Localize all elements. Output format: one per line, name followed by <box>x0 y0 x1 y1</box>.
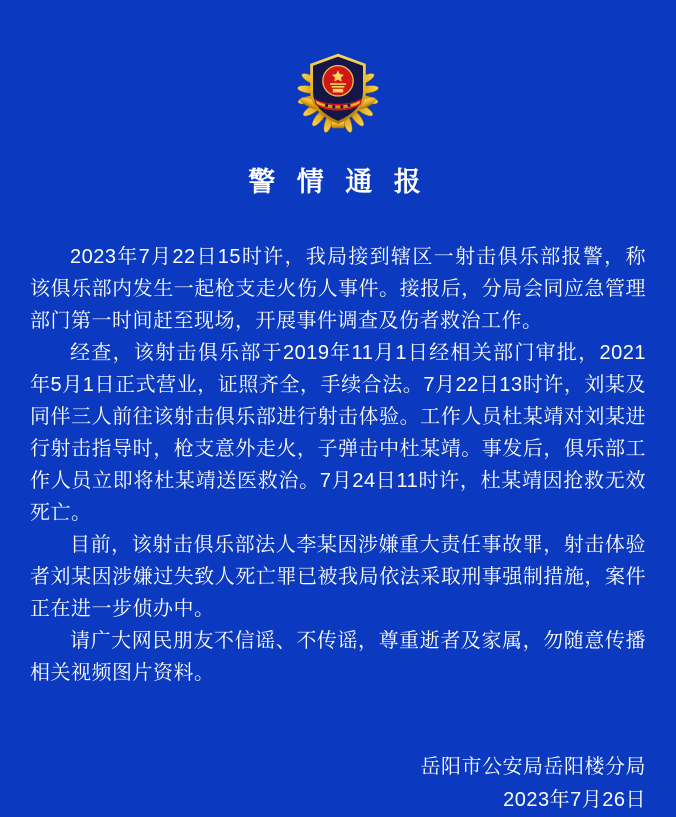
notice-paragraph-3: 目前，该射击俱乐部法人李某因涉嫌重大责任事故罪，射击体验者刘某因涉嫌过失致人死亡罪已被我局依法采取刑事强制措施，案件正在进一步侦办中。 <box>30 534 646 620</box>
signature-date: 2023年7月26日 <box>503 789 646 811</box>
notice-paragraph-2: 经查，该射击俱乐部于2019年11月1日经相关部门审批，2021年5月1日正式营业，证照齐全，手续合法。7月22日13时许，刘某及同伴三人前往该射击俱乐部进行射击体验。工作人员杜某靖对刘某进行射击指导时，枪支意外走火，子弹击中杜某靖。事发后，俱乐部工作人员立即将杜某靖送医救治。7月24日11时许，杜某靖因抢救无效死亡。 <box>30 342 646 524</box>
signature-agency: 岳阳市公安局岳阳楼分局 <box>420 756 646 778</box>
notice-paragraph-4: 请广大网民朋友不信谣、不传谣，尊重逝者及家属，勿随意传播相关视频图片资料。 <box>30 630 646 684</box>
notice-paragraph-1: 2023年7月22日15时许，我局接到辖区一射击俱乐部报警，称该俱乐部内发生一起枪支走火伤人事件。接报后，分局会同应急管理部门第一时间赶至现场，开展事件调查及伤者救治工作。 <box>30 246 646 332</box>
notice-title: 警 情 通 报 <box>248 167 428 197</box>
notice-body <box>0 241 676 689</box>
signature-block <box>0 751 676 817</box>
police-badge-icon <box>290 44 386 140</box>
police-badge-emblem <box>290 44 386 140</box>
